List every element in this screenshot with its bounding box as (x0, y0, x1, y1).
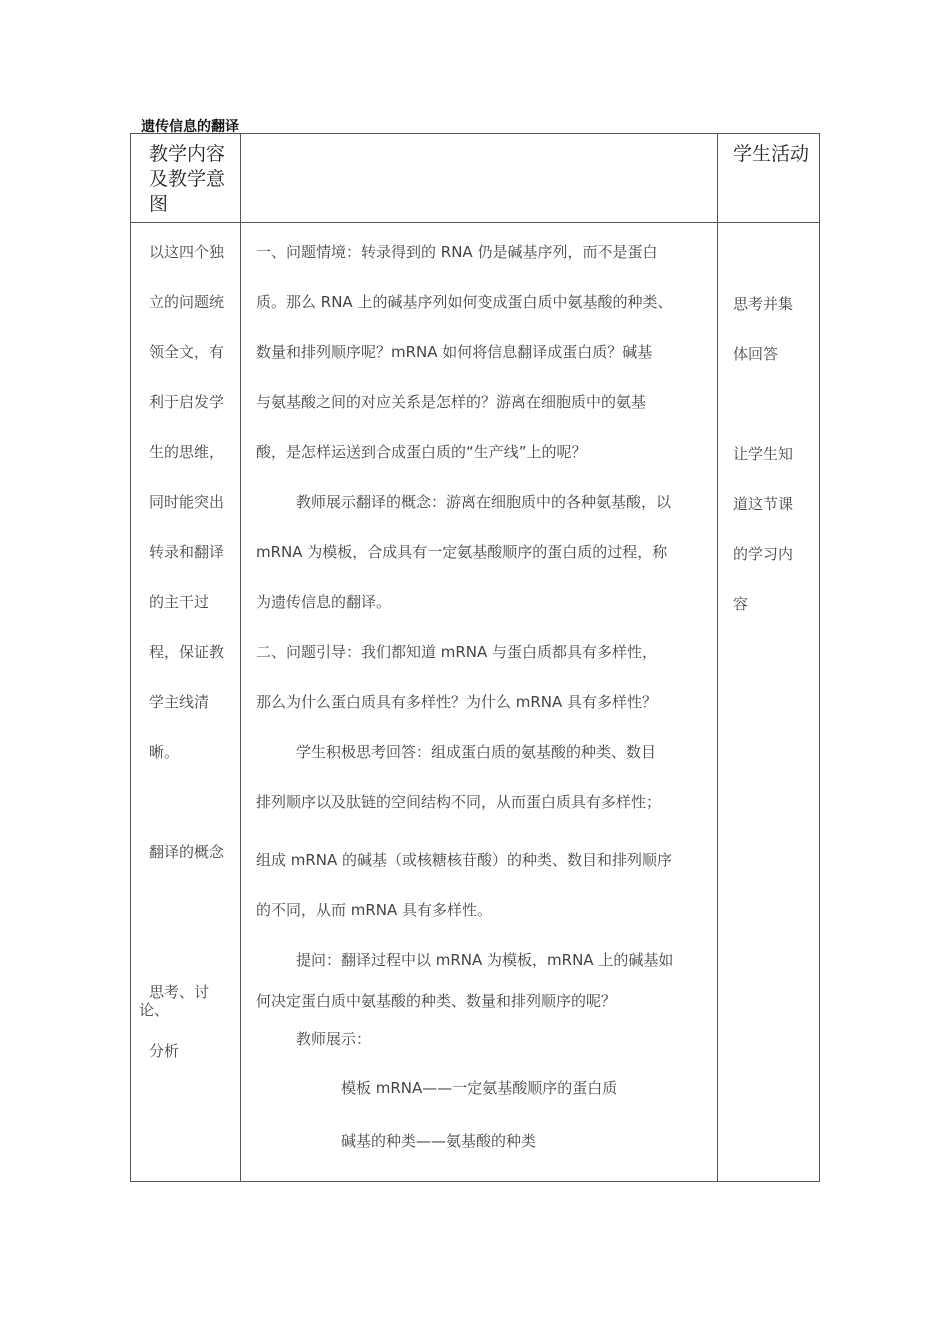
intent-line: 思考、讨 (149, 983, 210, 1001)
intent-line: 程，保证教 (149, 643, 225, 661)
header-line: 教学内容 (149, 143, 226, 165)
activity-line: 体回答 (733, 345, 779, 363)
content-line: 那么为什么蛋白质具有多样性？为什么 mRNA 具有多样性？ (256, 693, 658, 711)
activity-line: 的学习内 (733, 545, 794, 563)
header-line: 及教学意 (149, 168, 226, 190)
intent-line: 转录和翻译 (149, 543, 225, 561)
intent-line: 领全文，有 (149, 343, 225, 361)
activity-line: 让学生知 (733, 445, 794, 463)
activity-line: 道这节课 (733, 495, 794, 513)
intent-line: 生的思维， (149, 443, 225, 461)
intent-line: 以这四个独 (149, 243, 225, 261)
content-line: 质。那么 RNA 上的碱基序列如何变成蛋白质中氨基酸的种类、 (256, 293, 673, 311)
header-teaching-content (149, 142, 225, 217)
content-line: 与氨基酸之间的对应关系是怎样的？游离在细胞质中的氨基 (256, 393, 647, 411)
activity-line: 容 (733, 595, 749, 613)
content-line: 排列顺序以及肽链的空间结构不同，从而蛋白质具有多样性； (256, 793, 662, 811)
content-line: 教师展示： (296, 1030, 372, 1048)
intent-line: 同时能突出 (149, 493, 225, 511)
content-line: 二、问题引导：我们都知道 mRNA 与蛋白质都具有多样性， (256, 643, 658, 661)
document-title: 遗传信息的翻译 (141, 119, 239, 135)
content-line: 碱基的种类——氨基酸的种类 (341, 1132, 537, 1150)
lesson-plan-table (130, 133, 820, 1182)
intent-line: 晰。 (149, 743, 180, 761)
intent-line: 分析 (149, 1042, 180, 1060)
content-line: 组成 mRNA 的碱基（或核糖核苷酸）的种类、数目和排列顺序 (256, 851, 673, 869)
intent-line: 的主干过 (149, 593, 210, 611)
content-line: 酸，是怎样运送到合成蛋白质的“生产线”上的呢？ (256, 443, 587, 461)
content-line: 学生积极思考回答：组成蛋白质的氨基酸的种类、数目 (296, 743, 657, 761)
content-line: 数量和排列顺序呢？mRNA 如何将信息翻译成蛋白质？碱基 (256, 343, 653, 361)
intent-line: 翻译的概念 (149, 843, 225, 861)
content-line: mRNA 为模板，合成具有一定氨基酸顺序的蛋白质的过程，称 (256, 543, 668, 561)
content-line: 教师展示翻译的概念：游离在细胞质中的各种氨基酸，以 (296, 493, 672, 511)
column-divider-2 (717, 134, 718, 1181)
intent-line: 论、 (139, 1001, 170, 1019)
content-line: 提问：翻译过程中以 mRNA 为模板，mRNA 上的碱基如 (296, 951, 674, 969)
header-line: 图 (149, 193, 169, 215)
content-line: 一、问题情境：转录得到的 RNA 仍是碱基序列，而不是蛋白 (256, 243, 658, 261)
intent-line: 学主线清 (149, 693, 210, 711)
activity-line: 思考并集 (733, 295, 794, 313)
content-line: 的不同，从而 mRNA 具有多样性。 (256, 901, 493, 919)
header-row-divider (131, 222, 819, 223)
intent-line: 立的问题统 (149, 293, 225, 311)
content-line: 何决定蛋白质中氨基酸的种类、数量和排列顺序的呢？ (256, 992, 617, 1010)
column-divider-1 (240, 134, 241, 1181)
content-line: 为遗传信息的翻译。 (256, 593, 392, 611)
content-line: 模板 mRNA——一定氨基酸顺序的蛋白质 (341, 1079, 618, 1097)
intent-line: 利于启发学 (149, 393, 225, 411)
header-student-activity: 学生活动 (733, 143, 810, 165)
